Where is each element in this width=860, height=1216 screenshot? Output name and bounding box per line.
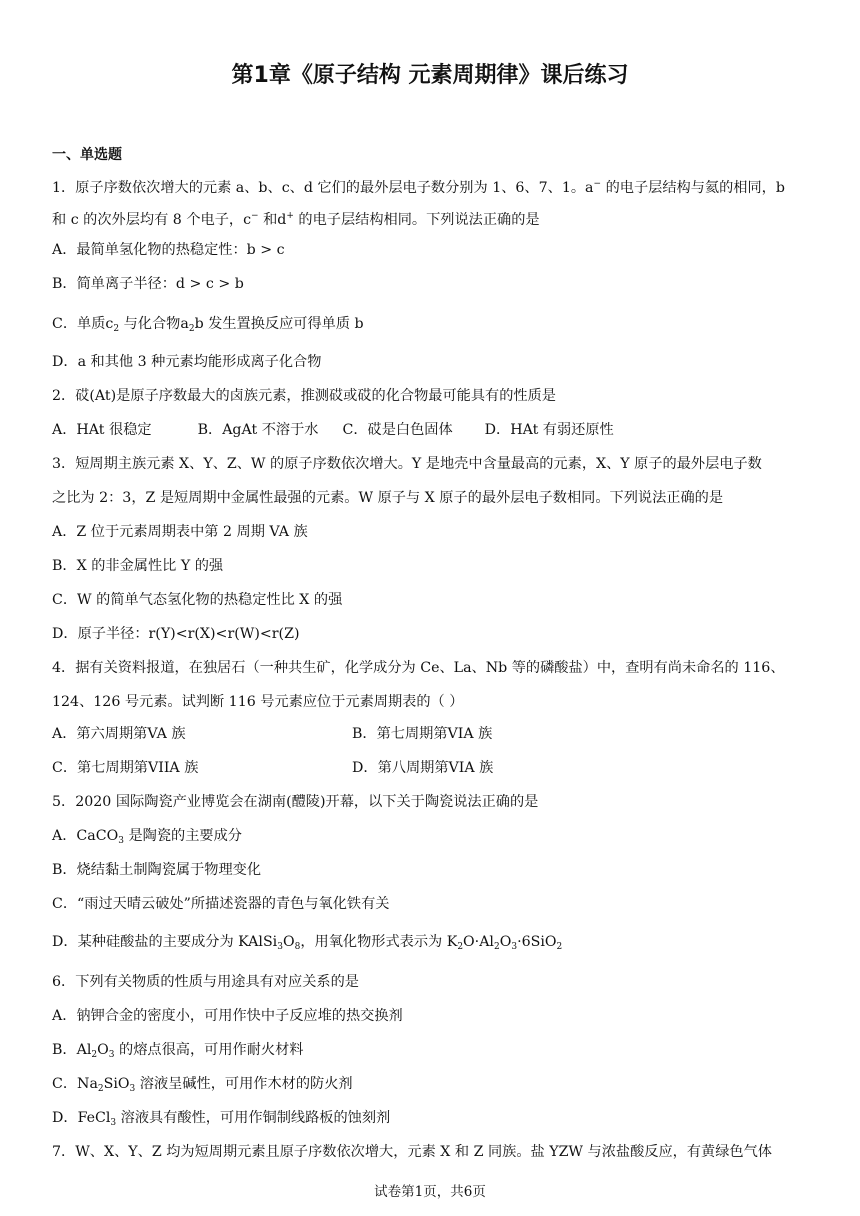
- q6-option-c: C．$Na_2SiO_3$ 溶液呈碱性，可用作木材的防火剂: [52, 1076, 353, 1094]
- page-footer: 试卷第1页，共6页: [374, 1184, 486, 1200]
- q7-stem-line1: 7．W、X、Y、Z 均为短周期元素且原子序数依次增大，元素 X 和 Z 同族。盐 YZW 与浓盐酸反应，有黄绿色气体: [52, 1144, 772, 1160]
- q4-option-d: D．第八周期第VIA 族: [352, 760, 494, 776]
- section-heading: 一、单选题: [52, 147, 122, 163]
- q2-stem: 2．砹(At)是原子序数最大的卤族元素，推测砹或砹的化合物最可能具有的性质是: [52, 388, 556, 404]
- q4-option-b: B．第七周期第VIA 族: [352, 726, 493, 742]
- q1-option-a: A．最简单氢化物的热稳定性：b > c: [52, 242, 285, 258]
- q3-option-d: D．原子半径：r(Y)<r(X)<r(W)<r(Z): [52, 626, 300, 642]
- q2-options: A．HAt 很稳定 B．AgAt 不溶于水 C．砹是白色固体 D．HAt 有弱还原性: [52, 422, 614, 438]
- q4-option-c: C．第七周期第VIIA 族: [52, 760, 199, 776]
- q4-stem-line2: 124、126 号元素。试判断 116 号元素应位于元素周期表的（ ）: [52, 694, 464, 710]
- q1-stem-line1: 1．原子序数依次增大的元素 a、b、c、d 它们的最外层电子数分别为 1、6、7、1。a− 的电子层结构与氦的相同，b: [52, 179, 785, 196]
- q5-option-d: D．某种硅酸盐的主要成分为 $KAlSi_3O_8$，用氧化物形式表示为 $K_2O\cdot Al_2O_3\cdot 6SiO_2$: [52, 934, 563, 952]
- q5-stem: 5．2020 国际陶瓷产业博览会在湖南(醴陵)开幕，以下关于陶瓷说法正确的是: [52, 794, 539, 810]
- q5-option-c: C．“雨过天晴云破处”所描述瓷器的青色与氧化铁有关: [52, 896, 390, 912]
- q3-option-b: B．X 的非金属性比 Y 的强: [52, 558, 224, 574]
- q1-option-c: C．单质$c_2$ 与化合物$a_2b$ 发生置换反应可得单质 b: [52, 316, 364, 334]
- q6-option-a: A．钠钾合金的密度小，可用作快中子反应堆的热交换剂: [52, 1008, 403, 1024]
- q1-option-d: D．a 和其他 3 种元素均能形成离子化合物: [52, 354, 322, 370]
- q1-stem-line2: 和 c 的次外层均有 8 个电子，c− 和d+ 的电子层结构相同。下列说法正确的是: [52, 211, 540, 228]
- q3-stem-line2: 之比为 2：3，Z 是短周期中金属性最强的元素。W 原子与 X 原子的最外层电子数相同。下列说法正确的是: [52, 490, 724, 506]
- q3-stem-line1: 3．短周期主族元素 X、Y、Z、W 的原子序数依次增大。Y 是地壳中含量最高的元素，X、Y 原子的最外层电子数: [52, 456, 762, 472]
- q6-option-b: B．$Al_2O_3$ 的熔点很高，可用作耐火材料: [52, 1042, 304, 1060]
- q5-option-b: B．烧结黏土制陶瓷属于物理变化: [52, 862, 262, 878]
- q6-option-d: D．FeCl$_3$ 溶液具有酸性，可用作铜制线路板的蚀刻剂: [52, 1110, 391, 1128]
- q6-stem: 6．下列有关物质的性质与用途具有对应关系的是: [52, 974, 359, 990]
- q1-option-b: B．简单离子半径：d > c > b: [52, 276, 244, 292]
- q4-option-a: A．第六周期第VA 族: [52, 726, 186, 742]
- q5-option-a: A．CaCO$_3$ 是陶瓷的主要成分: [52, 828, 242, 846]
- q3-option-c: C．W 的简单气态氢化物的热稳定性比 X 的强: [52, 592, 343, 608]
- q3-option-a: A．Z 位于元素周期表中第 2 周期 VA 族: [52, 524, 308, 540]
- page-title: 第1章《原子结构 元素周期律》课后练习: [231, 63, 629, 88]
- q4-stem-line1: 4．据有关资料报道，在独居石（一种共生矿，化学成分为 Ce、La、Nb 等的磷酸盐）中，查明有尚未命名的 116、: [52, 660, 785, 676]
